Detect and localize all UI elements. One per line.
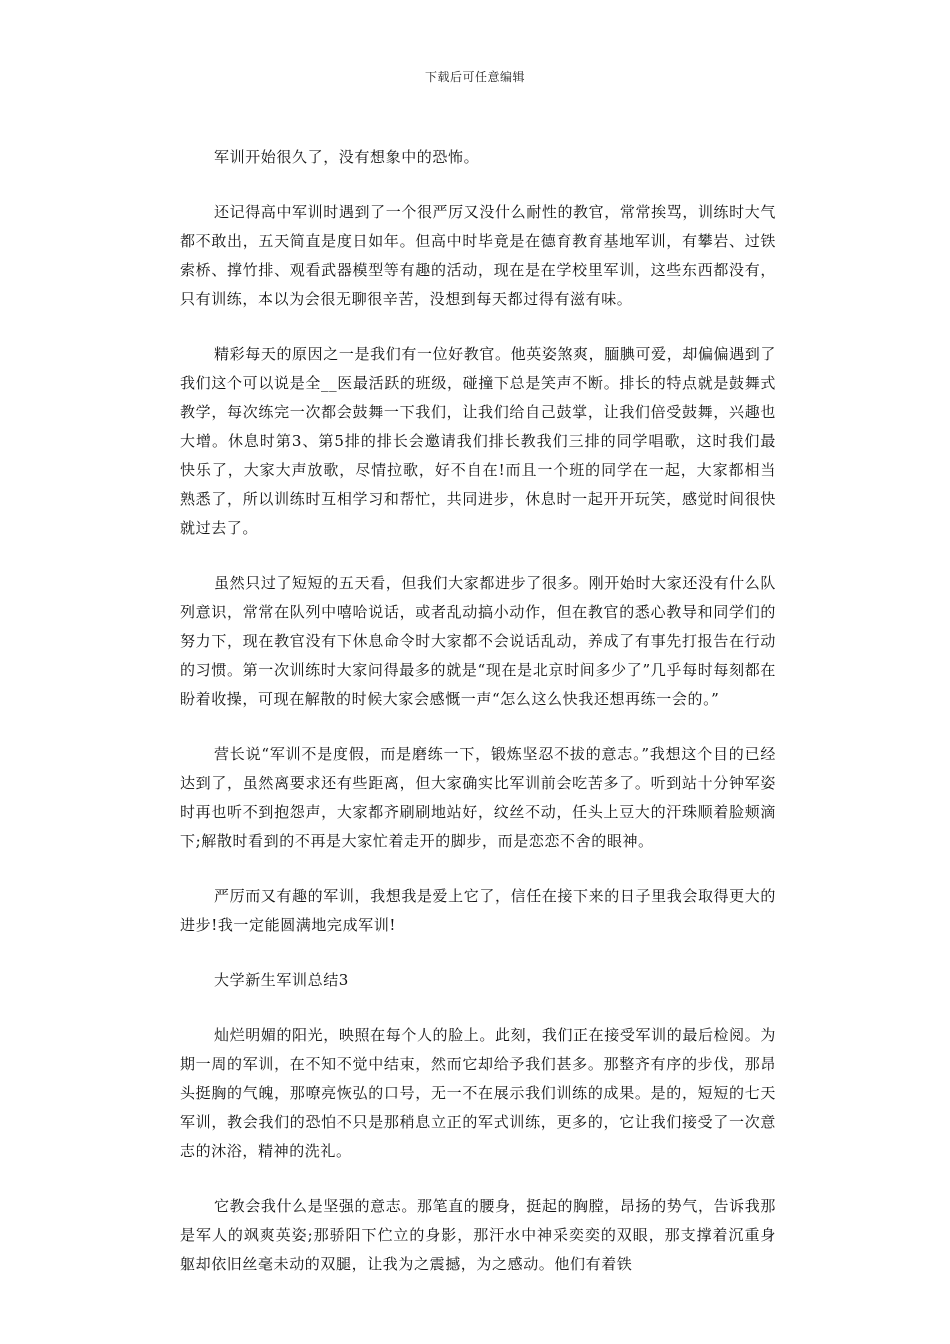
section-heading: 大学新生军训总结3: [214, 971, 349, 989]
document-body: [180, 143, 776, 1305]
paragraph-8: 它教会我什么是坚强的意志。那笔直的腰身，挺起的胸膛，昂扬的势气，告诉我那是军人的飒爽英姿;那骄阳下伫立的身影，那汗水中神采奕奕的双眼，那支撑着沉重身躯却依旧丝毫未动的双腿，让我为之震撼，为之感动。他们有着铁: [180, 1197, 776, 1273]
paragraph-3: 精彩每天的原因之一是我们有一位好教官。他英姿煞爽，腼腆可爱，却偏偏遇到了我们这个可以说是全__医最活跃的班级，碰撞下总是笑声不断。排长的特点就是鼓舞式教学，每次练完一次都会鼓舞一下我们，让我们给自己鼓掌，让我们倍受鼓舞，兴趣也大增。休息时第3、第5排的排长会邀请我们排长教我们三排的同学唱歌，这时我们最快乐了，大家大声放歌，尽情拉歌，好不自在!而且一个班的同学在一起，大家都相当熟悉了，所以训练时互相学习和帮忙，共同进步，休息时一起开开玩笑，感觉时间很快就过去了。: [180, 345, 776, 537]
paragraph-1: 军训开始很久了，没有想象中的恐怖。: [214, 148, 480, 166]
page-header-note: 下载后可任意编辑: [424, 70, 525, 84]
paragraph-5: 营长说“军训不是度假，而是磨练一下，锻炼坚忍不拔的意志。”我想这个目的已经达到了，虽然离要求还有些距离，但大家确实比军训前会吃苦多了。听到站十分钟军姿时再也听不到抱怨声，大家都齐刷刷地站好，纹丝不动，任头上豆大的汗珠顺着脸颊滴下;解散时看到的不再是大家忙着走开的脚步，而是恋恋不舍的眼神。: [180, 745, 776, 850]
paragraph-7: 灿烂明媚的阳光，映照在每个人的脸上。此刻，我们正在接受军训的最后检阅。为期一周的军训，在不知不觉中结束，然而它却给予我们甚多。那整齐有序的步伐，那昂头挺胸的气魄，那嘹亮恢弘的口号，无一不在展示我们训练的成果。是的，短短的七天军训，教会我们的恐怕不只是那稍息立正的军式训练，更多的，它让我们接受了一次意志的沐浴，精神的洗礼。: [180, 1026, 776, 1160]
paragraph-2: 还记得高中军训时遇到了一个很严厉又没什么耐性的教官，常常挨骂，训练时大气都不敢出，五天简直是度日如年。但高中时毕竟是在德育教育基地军训，有攀岩、过铁索桥、撑竹排、观看武器模型等有趣的活动，现在是在学校里军训，这些东西都没有，只有训练，本以为会很无聊很辛苦，没想到每天都过得有滋有味。: [180, 203, 776, 308]
paragraph-4: 虽然只过了短短的五天看，但我们大家都进步了很多。刚开始时大家还没有什么队列意识，常常在队列中嘻哈说话，或者乱动搞小动作，但在教官的悉心教导和同学们的努力下，现在教官没有下休息命令时大家都不会说话乱动，养成了有事先打报告在行动的习惯。第一次训练时大家问得最多的就是“现在是北京时间多少了”几乎每时每刻都在盼着收操，可现在解散的时候大家会感慨一声“怎么这么快我还想再练一会的。”: [180, 574, 776, 708]
paragraph-6: 严厉而又有趣的军训，我想我是爱上它了，信任在接下来的日子里我会取得更大的进步!我一定能圆满地完成军训!: [180, 887, 776, 934]
